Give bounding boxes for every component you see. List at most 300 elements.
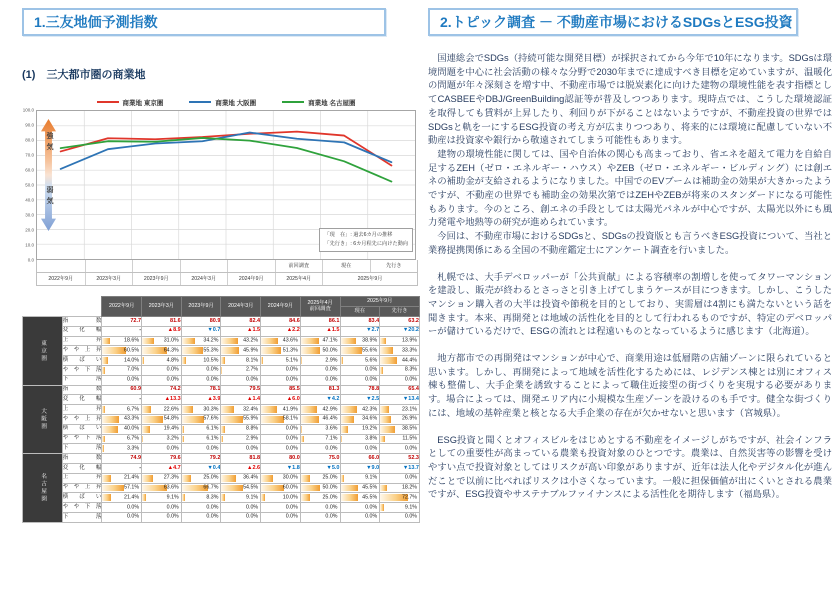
percent-cell	[221, 483, 261, 493]
table-row	[23, 473, 420, 483]
change-value	[181, 395, 221, 405]
change-value	[181, 326, 221, 336]
change-up: ▲1.5	[326, 327, 340, 334]
column-header: 2024年9月	[261, 297, 301, 317]
change-value	[340, 463, 380, 473]
percent-cell	[380, 512, 420, 522]
percent-value: 0.0%	[325, 366, 338, 373]
row-label: 変化幅	[62, 395, 102, 405]
percent-cell	[340, 375, 380, 385]
percent-cell	[221, 444, 261, 454]
row-label: 変化幅	[62, 326, 102, 336]
table-row	[23, 434, 420, 444]
percent-value: 0.0%	[365, 513, 378, 520]
index-value: 63.2	[380, 317, 420, 327]
chart-subtitle: (1) 三大都市圏の商業地	[22, 69, 146, 81]
table-row	[23, 463, 420, 473]
data-bar	[301, 475, 311, 482]
percent-value: 36.4%	[243, 474, 259, 481]
data-bar	[341, 338, 356, 345]
row-label: 指数	[62, 385, 102, 395]
change-down: ▼4.2	[326, 396, 340, 403]
percent-value: 5.1%	[285, 356, 298, 363]
percent-value: 3.6%	[325, 425, 338, 432]
index-value: 85.5	[261, 385, 301, 395]
percent-cell	[300, 483, 340, 493]
change-value	[380, 326, 420, 336]
percent-value: 30.0%	[282, 474, 298, 481]
table-row	[23, 493, 420, 503]
percent-cell	[221, 473, 261, 483]
percent-cell	[181, 473, 221, 483]
percent-cell	[380, 444, 420, 454]
percent-value: 0.0%	[285, 425, 298, 432]
index-value: 84.6	[261, 317, 301, 327]
percent-value: 0.0%	[166, 376, 179, 383]
data-bar	[341, 347, 363, 354]
percent-value: 54.8%	[163, 415, 179, 422]
percent-cell	[102, 356, 142, 366]
change-value	[380, 395, 420, 405]
percent-cell	[221, 503, 261, 513]
change-up: ▲13.3	[164, 396, 181, 403]
percent-value: 55.6%	[362, 347, 378, 354]
percent-cell	[300, 346, 340, 356]
percent-value: 9.1%	[365, 474, 378, 481]
change-value	[340, 326, 380, 336]
percent-value: 9.1%	[166, 494, 179, 501]
table-row	[23, 326, 420, 336]
percent-value: 58.1%	[282, 415, 298, 422]
percent-cell	[221, 434, 261, 444]
percent-cell	[142, 512, 182, 522]
percent-cell	[102, 512, 142, 522]
percent-value: 38.9%	[362, 337, 378, 344]
table-corner	[23, 297, 102, 317]
percent-cell	[380, 336, 420, 346]
data-bar	[380, 416, 390, 423]
percent-value: 13.9%	[401, 337, 417, 344]
table-row	[23, 356, 420, 366]
percent-value: 40.0%	[124, 425, 140, 432]
price-index-chart	[22, 94, 416, 286]
data-bar	[380, 485, 387, 492]
chart-legend	[36, 94, 416, 110]
x-axis-date-cell: 2025年9月	[322, 273, 417, 285]
data-bar	[261, 475, 273, 482]
data-bar	[221, 475, 235, 482]
percent-cell	[380, 473, 420, 483]
percent-cell	[300, 493, 340, 503]
percent-cell	[181, 356, 221, 366]
percent-value: 8.3%	[404, 366, 417, 373]
percent-value: 0.0%	[206, 366, 219, 373]
percent-value: 55.9%	[243, 415, 259, 422]
column-header: 2022年9月	[102, 297, 142, 317]
percent-cell	[221, 365, 261, 375]
percent-value: 54.5%	[243, 484, 259, 491]
x-axis-cell: 現在	[322, 260, 370, 272]
change-value	[380, 463, 420, 473]
data-bar	[102, 357, 107, 364]
index-value: 65.4	[380, 385, 420, 395]
data-bar	[261, 338, 278, 345]
percent-value: 2.7%	[246, 366, 259, 373]
data-bar	[261, 416, 283, 423]
topic-paragraph: ESG投資と聞くとオフィスビルをはじめとする不動産をイメージしがちですが、社会インフラとしての重要性が高まっている農業も投資対象のひとつです。農業は、自然災害等の影響を受けやすい点で投資対象としてはリスクが高い印象がありますが、近年は法人化やデジタル化が進んだことで以前に比べればリスクは小さくなっています。一般に担保価値が出にくいとされる農業ですが、ESG投資やサステナブルファイナンスによる活性化を期待します（福島県）。	[428, 434, 832, 500]
section-title-left	[22, 8, 386, 36]
change-down: ▼5.0	[326, 464, 340, 471]
data-bar	[261, 357, 263, 364]
index-value: 79.5	[221, 385, 261, 395]
percent-cell	[340, 365, 380, 375]
data-bar	[261, 406, 277, 413]
percent-value: 14.0%	[124, 356, 140, 363]
percent-cell	[142, 444, 182, 454]
x-axis-date-row	[37, 273, 417, 286]
percent-value: 47.1%	[322, 337, 338, 344]
percent-value: 60.0%	[282, 484, 298, 491]
data-bar	[261, 494, 265, 501]
percent-value: 19.4%	[163, 425, 179, 432]
percent-cell	[221, 405, 261, 415]
change-down: ▼2.5	[366, 396, 380, 403]
y-tick-label: 20.0	[25, 227, 34, 233]
percent-value: 0.0%	[246, 513, 259, 520]
x-axis-cell	[180, 260, 228, 272]
change-value	[221, 326, 261, 336]
percent-value: 43.2%	[243, 337, 259, 344]
change-up: ▲3.9	[207, 396, 221, 403]
data-bar	[221, 485, 242, 492]
percent-value: 0.0%	[166, 366, 179, 373]
x-axis-date-cell: 2024年3月	[180, 273, 228, 285]
table-row	[23, 385, 420, 395]
percent-cell	[221, 493, 261, 503]
percent-cell	[221, 356, 261, 366]
index-value: 78.1	[181, 385, 221, 395]
change-up: ▲4.7	[167, 464, 181, 471]
percent-cell	[142, 375, 182, 385]
row-label: やや上昇	[62, 346, 102, 356]
percent-value: 25.0%	[322, 494, 338, 501]
data-bar	[221, 357, 224, 364]
percent-value: 45.5%	[362, 484, 378, 491]
data-bar	[182, 426, 184, 433]
change-value	[221, 395, 261, 405]
percent-cell	[261, 444, 301, 454]
percent-value: 6.1%	[206, 435, 219, 442]
x-axis-cell: 前回調査	[275, 260, 323, 272]
topic-paragraph: 国連総会でSDGs（持続可能な開発目標）が採択されてから今年で10年になります。SDGsは環境問題を中心に社会活動の様々な分野で2030年までに達成すべき目標を定めていますが、温暖化の問題が年々深刻さを増す中、不動産市場では脱炭素化に向けた建物の環境性能を表す指標としてCASBEEやDBJ/GreenBuilding認証等が普及しつつあります。現時点では、こうした環境認証を取得しても賃料が上昇したり、利回りが下がることはないようですが、不動産投資の世界ではSDGsと軌を一にするESG投資の考え方が広まりつつあり、将来的には環境に配慮していない不動産は投資家や銀行から敬遠されてしまう可能性もあります。	[428, 53, 832, 146]
group-label: 大阪圏	[23, 385, 63, 454]
row-label: 下落	[62, 444, 102, 454]
percent-cell	[300, 444, 340, 454]
index-value: 86.1	[300, 317, 340, 327]
row-label: 指数	[62, 317, 102, 327]
percent-value: 0.0%	[285, 376, 298, 383]
percent-cell	[102, 424, 142, 434]
percent-cell	[142, 336, 182, 346]
column-header	[300, 297, 340, 317]
data-bar	[301, 426, 302, 433]
percent-cell	[142, 414, 182, 424]
forecast-table	[22, 296, 420, 523]
row-label: 上昇	[62, 336, 102, 346]
data-bar	[142, 416, 163, 423]
percent-cell	[380, 375, 420, 385]
percent-value: 25.0%	[203, 474, 219, 481]
percent-value: 21.4%	[124, 494, 140, 501]
percent-cell	[142, 434, 182, 444]
percent-cell	[181, 512, 221, 522]
change-up: ▲2.6	[247, 464, 261, 471]
data-bar	[182, 494, 185, 501]
percent-value: 8.8%	[246, 425, 259, 432]
legend-label: 商業地 大阪圏	[215, 99, 257, 107]
section-title-right-label: 2.トピック調査 － 不動産市場におけるSDGsとESG投資	[440, 14, 793, 30]
percent-value: 63.6%	[163, 484, 179, 491]
percent-value: 0.0%	[166, 445, 179, 452]
row-label: 下落	[62, 375, 102, 385]
index-value: 79.6	[142, 454, 182, 464]
column-header: 2024年3月	[221, 297, 261, 317]
group-label: 東京圏	[23, 317, 63, 386]
data-bar	[301, 406, 318, 413]
right-panel	[428, 8, 832, 502]
index-value: 72.7	[102, 317, 142, 327]
data-bar	[341, 436, 342, 443]
index-value: 79.2	[181, 454, 221, 464]
percent-value: 51.3%	[282, 347, 298, 354]
percent-value: 0.0%	[285, 503, 298, 510]
data-bar	[182, 338, 195, 345]
percent-cell	[261, 503, 301, 513]
row-label: 変化幅	[62, 463, 102, 473]
percent-cell	[300, 356, 340, 366]
data-bar	[261, 485, 284, 492]
data-bar	[221, 338, 238, 345]
table-row	[23, 454, 420, 464]
data-bar	[380, 406, 389, 413]
percent-value: 18.2%	[401, 484, 417, 491]
row-label: やや下落	[62, 503, 102, 513]
percent-value: 9.1%	[246, 494, 259, 501]
percent-value: 41.9%	[282, 405, 298, 412]
percent-value: 7.1%	[325, 435, 338, 442]
percent-value: 8.3%	[206, 494, 219, 501]
table-row	[23, 424, 420, 434]
row-label: 上昇	[62, 405, 102, 415]
topic-paragraph: 建物の環境性能に関しては、国や自治体の関心も高まっており、省エネを超えて電力を自給自足するZEH（ゼロ・エネルギー・ハウス）やZEB（ゼロ・エネルギー・ビルディング）には創エネの補助金が支給されるようになりました。中国でのEVブームは補助金の効果が大きかったようですが、不動産の世界でも補助金の効果次第ではZEHやZEBが将来のスタンダードになる可能性もあります。今のところ、創エネの手段としては太陽光パネルが中心ですが、太陽光以外にも風力発電や地熱等の研究が進められています。	[428, 148, 832, 228]
index-value: 75.0	[300, 454, 340, 464]
percent-cell	[300, 336, 340, 346]
percent-value: 34.2%	[203, 337, 219, 344]
percent-value: 0.0%	[325, 503, 338, 510]
percent-cell	[261, 375, 301, 385]
data-bar	[301, 436, 304, 443]
data-bar	[182, 357, 186, 364]
legend-item	[189, 98, 256, 107]
legend-line-swatch	[282, 101, 304, 103]
data-bar	[341, 494, 359, 501]
chart-note-line2: 「先行き」: 6カ月程先に向けた動向	[324, 241, 408, 248]
percent-cell	[380, 405, 420, 415]
row-label: 指数	[62, 454, 102, 464]
row-label: 横ばい	[62, 424, 102, 434]
column-header-date: 2025年4月	[307, 300, 333, 307]
change-value	[261, 326, 301, 336]
percent-cell	[300, 434, 340, 444]
data-bar	[380, 347, 393, 354]
table-row	[23, 317, 420, 327]
data-bar	[142, 406, 151, 413]
x-axis-cell	[227, 260, 275, 272]
percent-cell	[142, 503, 182, 513]
data-bar	[142, 436, 143, 443]
table-row	[23, 483, 420, 493]
data-bar	[182, 406, 194, 413]
percent-cell	[221, 346, 261, 356]
table-row	[23, 405, 420, 415]
percent-cell	[340, 414, 380, 424]
percent-value: 0.0%	[166, 513, 179, 520]
data-bar	[341, 426, 348, 433]
percent-value: 0.0%	[285, 513, 298, 520]
column-header: 2025年9月	[340, 297, 420, 307]
change-up: ▲6.0	[286, 396, 300, 403]
percent-cell	[261, 512, 301, 522]
percent-cell	[181, 503, 221, 513]
data-bar	[182, 416, 204, 423]
percent-value: 0.0%	[404, 445, 417, 452]
x-axis-date-cell: 2025年4月	[275, 273, 323, 285]
percent-value: 9.1%	[404, 503, 417, 510]
index-value: 74.2	[142, 385, 182, 395]
data-bar	[301, 416, 319, 423]
change-value: -	[102, 326, 142, 336]
percent-value: 0.0%	[365, 376, 378, 383]
change-value	[181, 463, 221, 473]
percent-cell	[102, 493, 142, 503]
change-value	[300, 326, 340, 336]
change-value	[261, 395, 301, 405]
percent-cell	[102, 405, 142, 415]
percent-cell	[340, 493, 380, 503]
index-value: 81.6	[142, 317, 182, 327]
percent-cell	[340, 473, 380, 483]
percent-cell	[300, 473, 340, 483]
legend-item	[282, 98, 355, 107]
index-value: 80.9	[181, 317, 221, 327]
topic-paragraph: 札幌では、大手デベロッパーが「公共貢献」による容積率の割増しを使ってタワーマンションを建設し、販売が終わるとさっさと引き上げてしまうケースが目につきます。しかし、こうしたマンション購入者の大半は投資や節税を目的としており、実需層は4割にも満たないという話を聞きます。本来、再開発とは地域の活性化を目的として行われるものですが、特定のデベロッパーが儲けているだけで、ESGの流れとは程遠いものとなっているように感じます（北海道）。	[428, 271, 832, 337]
percent-value: 0.0%	[166, 503, 179, 510]
percent-value: 0.0%	[206, 513, 219, 520]
percent-cell	[300, 414, 340, 424]
data-bar	[380, 357, 397, 364]
percent-value: 0.0%	[246, 376, 259, 383]
data-bar	[221, 494, 225, 501]
table-row	[23, 395, 420, 405]
legend-item	[97, 98, 164, 107]
percent-value: 21.4%	[124, 474, 140, 481]
x-axis-cell	[37, 260, 85, 272]
percent-cell	[102, 346, 142, 356]
x-axis-date-cell: 2023年9月	[132, 273, 180, 285]
gauge-label-bullish: 強気	[46, 132, 53, 154]
x-axis-date-cell: 2023年3月	[85, 273, 133, 285]
percent-value: 10.5%	[203, 356, 219, 363]
topic-paragraph: 今回は、不動産市場におけるSDGsと、SDGsの投資版とも言うべきESG投資について、当社と業務提携関係にある全国の不動産鑑定士にアンケート調査を行いました。	[428, 231, 832, 255]
percent-cell	[380, 346, 420, 356]
percent-cell	[102, 503, 142, 513]
y-tick-label: 50.0	[25, 182, 34, 188]
data-bar	[182, 347, 203, 354]
row-label: 横ばい	[62, 493, 102, 503]
percent-cell	[300, 365, 340, 375]
index-value: 74.9	[102, 454, 142, 464]
percent-cell	[380, 356, 420, 366]
percent-value: 0.0%	[206, 445, 219, 452]
table-row	[23, 346, 420, 356]
table-row	[23, 512, 420, 522]
data-bar	[341, 406, 357, 413]
legend-line-swatch	[189, 101, 211, 103]
percent-cell	[102, 434, 142, 444]
chart-note	[319, 228, 413, 252]
row-label: やや上昇	[62, 414, 102, 424]
percent-value: 0.0%	[365, 503, 378, 510]
percent-value: 22.6%	[163, 405, 179, 412]
data-bar	[102, 445, 103, 452]
data-bar	[142, 494, 146, 501]
percent-cell	[340, 346, 380, 356]
data-bar	[380, 338, 385, 345]
percent-cell	[102, 444, 142, 454]
percent-value: 0.0%	[246, 503, 259, 510]
table-row	[23, 375, 420, 385]
percent-cell	[142, 356, 182, 366]
data-bar	[142, 426, 150, 433]
change-down: ▼0.4	[207, 464, 221, 471]
percent-cell	[181, 336, 221, 346]
percent-value: 0.0%	[325, 376, 338, 383]
percent-value: 4.8%	[166, 356, 179, 363]
table-row	[23, 414, 420, 424]
percent-value: 43.3%	[124, 415, 140, 422]
percent-cell	[181, 365, 221, 375]
percent-value: 0.0%	[206, 503, 219, 510]
percent-value: 2.9%	[325, 356, 338, 363]
percent-cell	[261, 473, 301, 483]
percent-value: 3.8%	[365, 435, 378, 442]
percent-cell	[340, 444, 380, 454]
percent-cell	[102, 473, 142, 483]
table-header-row	[23, 297, 420, 307]
percent-value: 3.3%	[126, 445, 140, 452]
y-tick-label: 60.0	[25, 167, 34, 173]
change-down: ▼13.7	[402, 464, 419, 471]
table-row	[23, 336, 420, 346]
percent-value: 31.0%	[163, 337, 179, 344]
change-up: ▲1.5	[247, 327, 261, 334]
y-tick-label: 100.0	[22, 107, 34, 113]
data-bar	[380, 426, 395, 433]
forecast-table-body	[23, 317, 420, 523]
data-bar	[261, 347, 281, 354]
percent-value: 11.5%	[402, 435, 417, 442]
percent-value: 44.4%	[401, 356, 417, 363]
